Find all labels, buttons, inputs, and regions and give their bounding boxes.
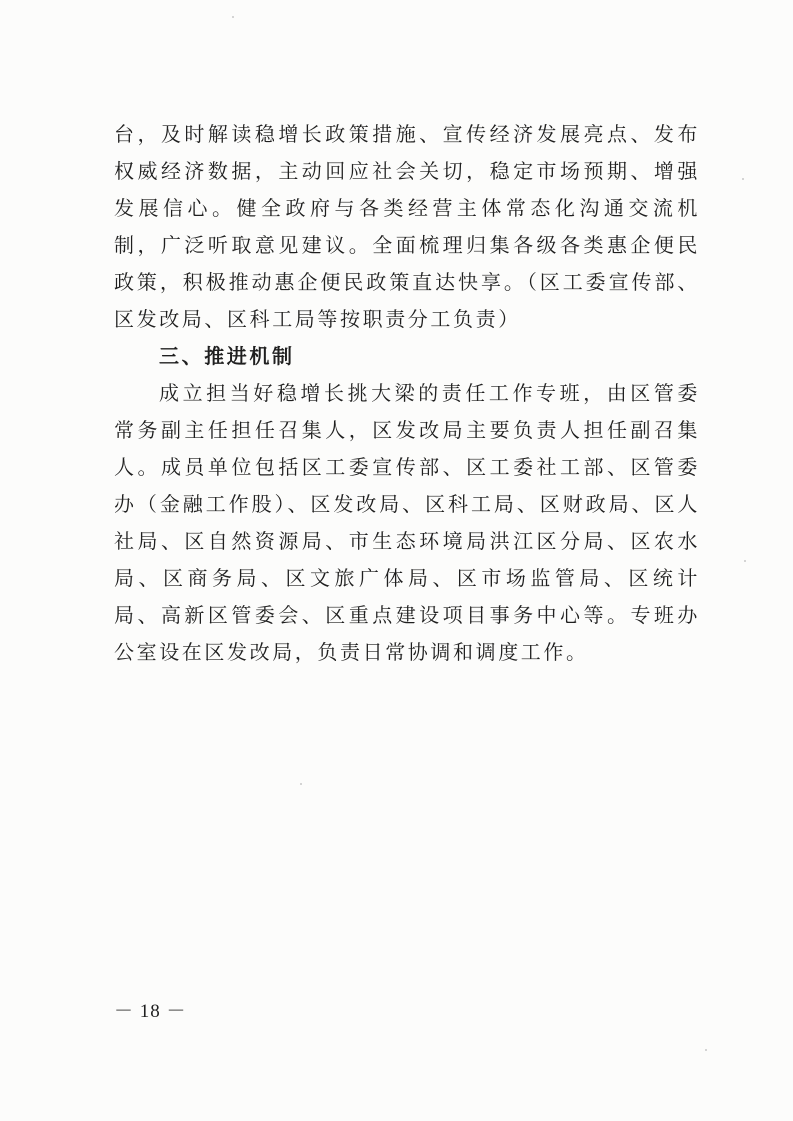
continued-paragraph: 台，及时解读稳增长政策措施、宣传经济发展亮点、发布权威经济数据，主动回应社会关切，稳定市场预期、增强发展信心。健全政府与各类经营主体常态化沟通交流机制，广泛听取意见建议。全面梳理归集各级各类惠企便民政策，积极推动惠企便民政策直达快享。（区工委宣传部、区发改局、区科工局等按职责分工负责） — [114, 122, 700, 331]
mechanism-paragraph: 成立担当好稳增长挑大梁的责任工作专班，由区管委常务副主任担任召集人，区发改局主要负责人担任副召集人。成员单位包括区工委宣传部、区工委社工部、区管委办（金融工作股）、区发改局、区科工局、区财政局、区人社局、区自然资源局、市生态环境局洪江区分局、区农水局、区商务局、区文旅广体局、区市场监管局、区统计局、高新区管委会、区重点建设项目事务中心等。专班办公室设在区发改局，负责日常协调和调度工作。 — [114, 381, 700, 664]
scan-speck — [744, 560, 746, 562]
scan-speck — [705, 1049, 707, 1051]
scan-speck — [232, 16, 234, 18]
page-number: － 18 － — [114, 1001, 187, 1022]
section-heading: 三、推进机制 — [159, 344, 295, 368]
scan-speck — [742, 178, 744, 180]
document-body — [114, 116, 700, 671]
scan-speck — [300, 783, 302, 785]
